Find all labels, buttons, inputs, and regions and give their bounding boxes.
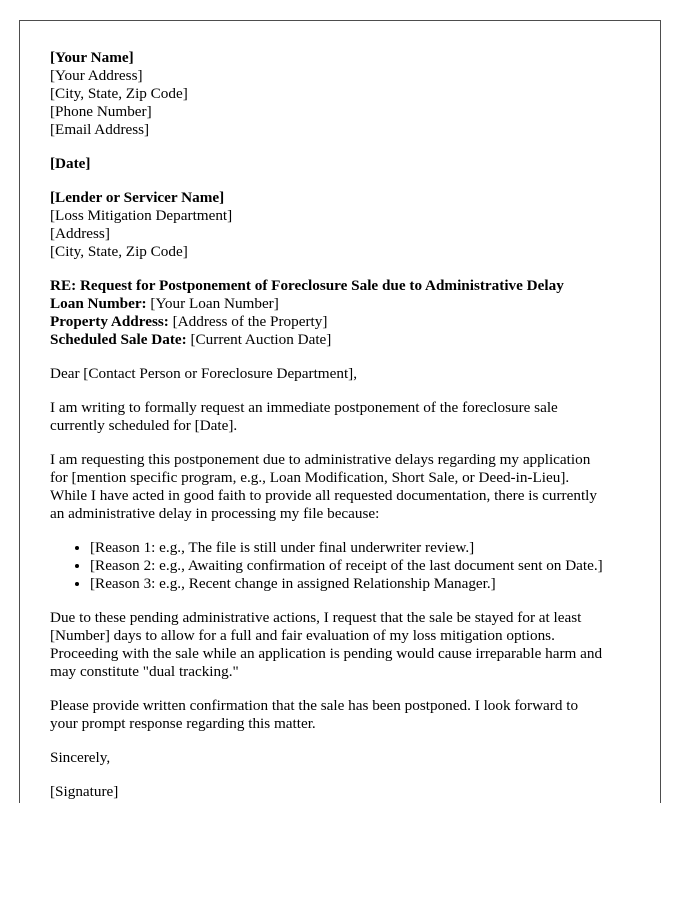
re-block [50, 277, 642, 349]
signoff [50, 749, 642, 767]
property-address-value: [Address of the Property] [168, 313, 328, 330]
loan-number-label: Loan Number: [50, 295, 147, 312]
pending-line-4: may constitute "dual tracking." [50, 663, 239, 680]
recipient-department: [Loss Mitigation Department] [50, 207, 233, 224]
list-item: • [Reason 3: e.g., Recent change in assigned Relationship Manager.] [90, 575, 642, 593]
sender-phone: [Phone Number] [50, 103, 152, 120]
letter-body [50, 49, 642, 803]
reason-line-4: an administrative delay in processing my file because: [50, 505, 380, 522]
sender-name: [Your Name] [50, 49, 134, 66]
reason-line-1: I am requesting this postponement due to administrative delays regarding my application [50, 451, 591, 468]
recipient-address: [Address] [50, 225, 110, 242]
sender-email: [Email Address] [50, 121, 150, 138]
list-item: • [Reason 1: e.g., The file is still under final underwriter review.] [90, 539, 642, 557]
property-address-line [50, 313, 642, 331]
signoff-text: Sincerely, [50, 749, 111, 766]
sale-date-value: [Current Auction Date] [186, 331, 332, 348]
pending-line-1: Due to these pending administrative actions, I request that the sale be stayed for at least [50, 609, 582, 626]
signature [50, 783, 642, 801]
list-item: • [Reason 2: e.g., Awaiting confirmation of receipt of the last document sent on Date.] [90, 557, 642, 575]
salutation [50, 365, 642, 383]
date-block [50, 155, 642, 173]
intro-line-1: I am writing to formally request an immediate postponement of the foreclosure sale [50, 399, 558, 416]
sale-date-label: Scheduled Sale Date: [50, 331, 187, 348]
letter-page [19, 20, 661, 803]
pending-paragraph [50, 609, 642, 681]
re-subject: RE: Request for Postponement of Foreclosure Sale due to Administrative Delay [50, 277, 564, 294]
signature-text: [Signature] [50, 783, 119, 800]
salutation-text: Dear [Contact Person or Foreclosure Department], [50, 365, 358, 382]
reason-paragraph [50, 451, 642, 523]
letter-date: [Date] [50, 155, 91, 172]
pending-line-2: [Number] days to allow for a full and fair evaluation of my loss mitigation options. [50, 627, 555, 644]
loan-number-line [50, 295, 642, 313]
recipient-block [50, 189, 642, 261]
pending-line-3: Proceeding with the sale while an application is pending would cause irreparable harm and [50, 645, 603, 662]
closing-line-1: Please provide written confirmation that the sale has been postponed. I look forward to [50, 697, 579, 714]
property-address-label: Property Address: [50, 313, 169, 330]
reason-line-3: While I have acted in good faith to provide all requested documentation, there is currently [50, 487, 597, 504]
sender-address: [Your Address] [50, 67, 143, 84]
sender-city-state-zip: [City, State, Zip Code] [50, 85, 188, 102]
intro-paragraph [50, 399, 642, 435]
reason-line-2: for [mention specific program, e.g., Loan Modification, Short Sale, or Deed-in-Lieu]. [50, 469, 570, 486]
sale-date-line [50, 331, 642, 349]
reasons-list [50, 539, 642, 593]
recipient-city-state-zip: [City, State, Zip Code] [50, 243, 188, 260]
sender-block [50, 49, 642, 139]
closing-paragraph [50, 697, 642, 733]
recipient-name: [Lender or Servicer Name] [50, 189, 225, 206]
loan-number-value: [Your Loan Number] [146, 295, 279, 312]
closing-line-2: your prompt response regarding this matter. [50, 715, 316, 732]
intro-line-2: currently scheduled for [Date]. [50, 417, 238, 434]
